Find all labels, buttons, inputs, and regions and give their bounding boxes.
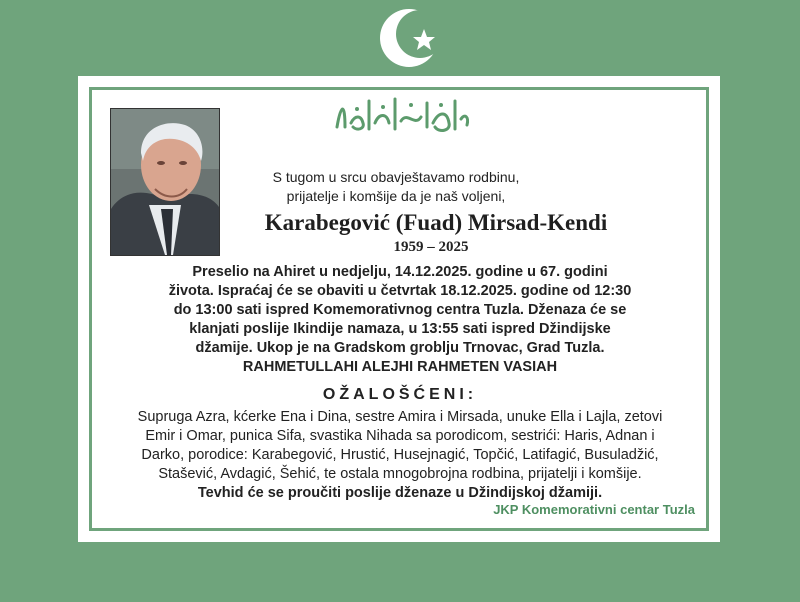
deceased-years: 1959 – 2025	[393, 239, 469, 255]
notice-line: Preselio na Ahiret u nedjelju, 14.12.2025. godine u 67. godini	[192, 264, 608, 280]
obituary-card	[78, 76, 720, 542]
notice-line: života. Ispraćaj će se obaviti u četvrtak 18.12.2025. godine od 12:30	[168, 283, 632, 299]
mourners-line: Emir i Omar, punica Sifa, svastika Nihada sa porodicom, sestrići: Haris, Adnan i	[145, 428, 655, 444]
notice-line: do 13:00 sati ispred Komemorativnog centra Tuzla. Dženaza će se	[173, 302, 627, 318]
notice-line: RAHMETULLAHI ALEJHI RAHMETEN VASIAH	[242, 359, 558, 375]
deceased-name: Karabegović (Fuad) Mirsad-Kendi	[264, 210, 608, 235]
mourners-title: OŽALOŠĆENI:	[322, 386, 478, 403]
notice-line: džamije. Ukop je na Gradskom groblju Trnovac, Grad Tuzla.	[195, 340, 605, 356]
notice-line: klanjati poslije Ikindije namaza, u 13:55 sati ispred Džindijske	[189, 321, 611, 337]
tevhid-notice: Tevhid će se proučiti poslije dženaze u Džindijskoj džamiji.	[197, 485, 603, 501]
mourners-line: Darko, porodice: Karabegović, Hrustić, Husejnagić, Topčić, Latifagić, Busuladžić,	[141, 447, 659, 463]
intro-line: S tugom u srcu obavještavamo rodbinu,	[272, 169, 520, 185]
organization-credit: JKP Komemorativni centar Tuzla	[493, 502, 695, 517]
mourners-line: Stašević, Avdagić, Šehić, te ostala mnogobrojna rodbina, prijatelji i komšije.	[158, 466, 642, 482]
arabic-calligraphy-icon	[331, 93, 471, 137]
mourners-list	[97, 408, 703, 503]
crescent-star-icon	[378, 6, 442, 70]
funeral-notice	[97, 263, 703, 377]
deceased-photo	[110, 108, 220, 256]
intro-line: prijatelje i komšije da je naš voljeni,	[286, 188, 506, 204]
intro-text	[251, 168, 541, 206]
mourners-line: Supruga Azra, kćerke Ena i Dina, sestre Amira i Mirsada, unuke Ella i Lajla, zetovi	[137, 409, 663, 425]
